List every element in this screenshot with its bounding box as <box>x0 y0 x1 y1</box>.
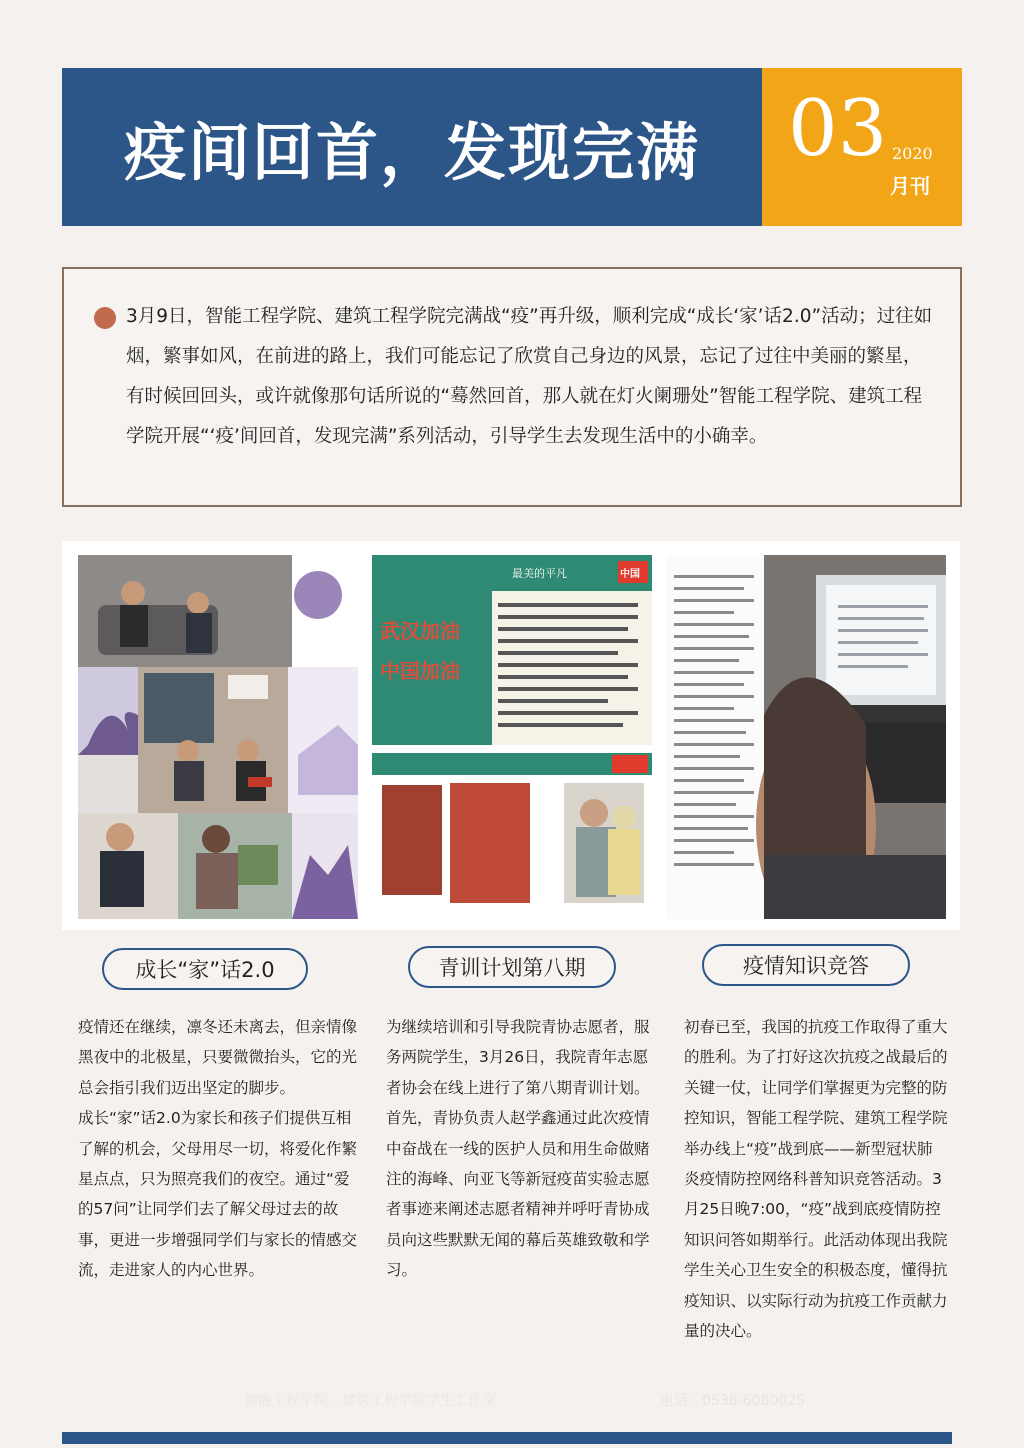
volunteer-training-screenshot <box>372 555 652 919</box>
training-slides-image <box>372 555 652 919</box>
issue-number: 03 <box>788 84 888 174</box>
quiz-paragraph-1: 初春已至，我国的抗疫工作取得了重大的胜利。为了打好这次抗疫之战最后的关键一仗，让同学们掌握更为完整的防控知识，智能工程学院、建筑工程学院举办线上“疫”战到底——新型冠状肺炎疫情防控网络科普知识竞答活动。3月25日晚7:00，“疫”战到底疫情防控知识问答如期举行。此活动体现出我院学生关心卫生安全的积极态度，懂得抗疫知识、以实际行动为抗疫工作贡献力量的决心。 <box>684 1018 948 1341</box>
footer-bar <box>62 1432 952 1444</box>
footer-phone: 电话：0538-6080025 <box>660 1393 806 1409</box>
family-photo-collage <box>78 555 358 919</box>
quiz-laptop-image <box>666 555 946 919</box>
masthead <box>62 68 962 226</box>
family-talk-paragraph-1: 疫情还在继续，凛冬还未离去，但亲情像黑夜中的北极星，只要微微抬头，它的光总会指引我们迈出坚定的脚步。 <box>78 1018 358 1097</box>
label-quiz-text: 疫情知识竞答 <box>743 954 869 978</box>
label-quiz <box>702 944 910 986</box>
label-youth-training <box>408 946 616 988</box>
poster-text-1: 武汉加油 <box>380 619 460 643</box>
footer-org: 智能工程学院、建筑工程学院学生工作室 <box>244 1393 496 1409</box>
issue-panel <box>762 68 962 226</box>
label-family-talk-text: 成长“家”话2.0 <box>135 958 275 982</box>
masthead-title-panel <box>62 68 762 226</box>
intro-text: 3月9日，智能工程学院、建筑工程学院完满战“疫”再升级，顺利完成“成长‘家’话2.0”活动；过往如烟，繁事如风，在前进的路上，我们可能忘记了欣赏自己身边的风景，忘记了过往中美丽的繁星，有时候回回头，或许就像那句话所说的“蓦然回首，那人就在灯火阑珊处”智能工程学院、建筑工程学院开展“‘疫’间回首，发现完满”系列活动，引导学生去发现生活中的小确幸。 <box>126 306 933 447</box>
bullet-dot-icon <box>94 307 116 329</box>
quiz-laptop-photo <box>666 555 946 919</box>
poster-text-2: 中国加油 <box>380 659 460 683</box>
youth-training-paragraph-1: 为继续培训和引导我院青协志愿者，服务两院学生，3月26日，我院青年志愿者协会在线上进行了第八期青训计划。首先，青协负责人赵学鑫通过此次疫情中奋战在一线的医护人员和用生命做赌注的海峰、向亚飞等新冠疫苗实验志愿者事迹来阐述志愿者精神并呼吁青协成员向这些默默无闻的幕后英雄致敬和学习。 <box>386 1018 650 1280</box>
label-family-talk <box>102 948 308 990</box>
issue-type: 月刊 <box>890 174 930 198</box>
column-youth-training <box>386 1012 650 1286</box>
label-youth-training-text: 青训计划第八期 <box>438 956 586 980</box>
issue-year: 2020 <box>892 144 933 163</box>
intro-box <box>62 267 962 507</box>
column-quiz <box>684 1012 948 1346</box>
photo-strip <box>62 541 960 930</box>
family-talk-paragraph-2: 成长“家”话2.0为家长和孩子们提供互相了解的机会，父母用尽一切，将爱化作繁星点点，只为照亮我们的夜空。通过“爱的57问”让同学们去了解父母过去的故事，更进一步增强同学们与家长的情感交流，走进家人的内心世界。 <box>78 1109 358 1280</box>
poster-header-text: 最美的平凡 <box>512 567 567 580</box>
column-family-talk <box>78 1012 360 1286</box>
family-collage-image <box>78 555 358 919</box>
page-title: 疫间回首，发现完满 <box>123 115 700 189</box>
poster-china-text: 中国 <box>620 569 640 580</box>
